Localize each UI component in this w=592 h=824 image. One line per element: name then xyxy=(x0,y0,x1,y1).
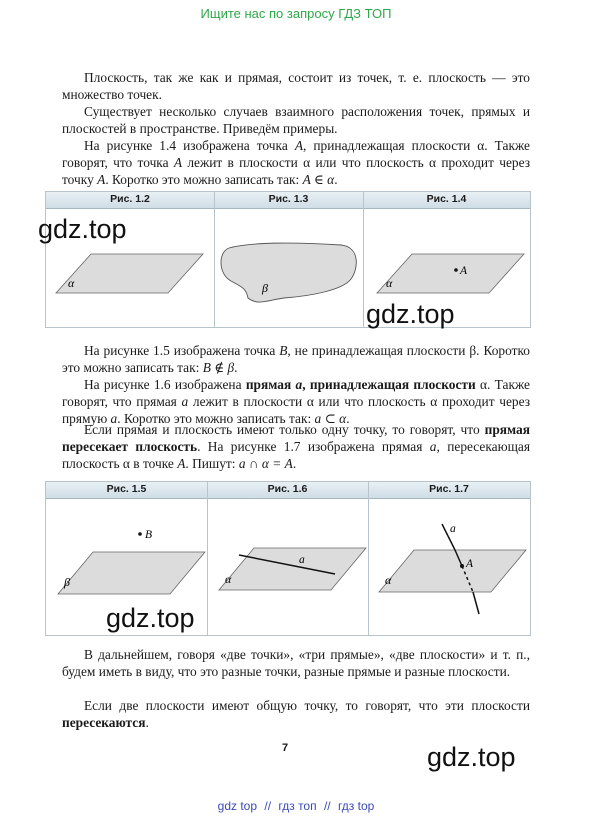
text: , пересекающая плоскость α в точке xyxy=(62,439,530,471)
label-alpha: α xyxy=(68,276,75,290)
point-B xyxy=(138,532,142,536)
text: . На рисунке 1.7 изображена прямая xyxy=(197,439,430,454)
footer-link[interactable]: gdz top xyxy=(217,799,258,813)
plane-alpha xyxy=(377,254,524,293)
var-A: A xyxy=(294,138,303,153)
var-a: a xyxy=(110,411,118,426)
watermark: gdz.top xyxy=(38,214,127,244)
text: . xyxy=(334,172,338,187)
plane-alpha xyxy=(56,254,203,293)
text: . xyxy=(292,456,297,471)
footer-separator: // xyxy=(264,799,272,813)
text: . xyxy=(234,360,238,375)
text: α. Также говорят, что прямая xyxy=(62,377,530,409)
var-a: a xyxy=(429,439,437,454)
point-A xyxy=(454,268,458,272)
var-a: a xyxy=(181,394,189,409)
bold-text: пересекаются xyxy=(62,715,146,730)
paragraph-text: Существует несколько случаев взаимного расположения точек, прямых и плоскостей в пространстве. Приведём примеры. xyxy=(62,104,530,136)
text: . Коротко это можно записать так: xyxy=(117,411,315,426)
bold-text: прямая пересекает плоскость xyxy=(62,422,530,454)
plane-beta xyxy=(58,552,205,594)
var-A: A xyxy=(97,172,106,187)
formula-a-in-alpha: A ∈ α xyxy=(302,172,335,187)
var-A: A xyxy=(173,155,183,170)
plane-alpha xyxy=(219,548,366,590)
plane-alpha xyxy=(379,550,526,592)
text: . xyxy=(346,411,350,426)
label-a: a xyxy=(450,523,456,535)
label-alpha: α xyxy=(225,572,232,586)
formula-b-not-in-beta: B ∉ β xyxy=(202,360,235,375)
paragraph-cases xyxy=(62,103,530,137)
figure-strip-top xyxy=(45,191,531,328)
bold-text: , xyxy=(302,377,310,392)
figure-caption-1-4: Рис. 1.4 xyxy=(426,193,467,205)
bold-text: принадлежащая плоскости xyxy=(309,377,476,392)
paragraph-intersecting-planes xyxy=(62,697,530,731)
text: лежит в плоскости α или что плоскость α проходит через точку xyxy=(62,155,530,187)
watermark: gdz.top xyxy=(106,603,195,633)
label-B: B xyxy=(145,529,153,541)
label-beta: β xyxy=(64,575,70,589)
text: . Коротко это можно записать так: xyxy=(105,172,303,187)
bold-text: прямая xyxy=(245,377,296,392)
formula-intersection: a ∩ α = A xyxy=(238,456,293,471)
page-number: 7 xyxy=(282,742,289,754)
formula-a-subset-alpha: a ⊂ α xyxy=(314,411,347,426)
label-a: a xyxy=(299,554,305,566)
figure-caption-1-7: Рис. 1.7 xyxy=(429,483,469,495)
text: , принадлежащая плоскости α. Также говорят, что точка xyxy=(62,138,530,170)
var-a: a xyxy=(295,377,303,392)
figure-caption-1-2: Рис. 1.2 xyxy=(110,193,150,205)
text: На рисунке 1.4 изображена точка xyxy=(84,138,295,153)
label-beta: β xyxy=(262,281,268,295)
line-a-lower xyxy=(473,592,479,614)
text: Если прямая и плоскость имеют только одну точку, то говорят, что xyxy=(84,422,485,437)
var-A: A xyxy=(177,456,186,471)
footer-link[interactable]: гдз top xyxy=(337,799,375,813)
figure-caption-1-5: Рис. 1.5 xyxy=(106,483,147,495)
label-alpha: α xyxy=(386,276,393,290)
paragraph-text: В дальнейшем, говоря «две точки», «три прямые», «две плоскости» и т. п., будем иметь в виду, что это разные точки, разные прямые и разные плоскости. xyxy=(62,647,530,679)
var-B: B xyxy=(279,343,288,358)
text: . xyxy=(145,715,149,730)
paragraph-fig-1-5 xyxy=(62,342,530,376)
figures-top-drawing xyxy=(46,192,530,327)
text: На рисунке 1.5 изображена точка xyxy=(84,343,280,358)
label-alpha: α xyxy=(385,573,392,587)
label-A: A xyxy=(466,558,474,570)
plane-beta xyxy=(221,243,356,302)
text: На рисунке 1.6 изображена xyxy=(84,377,246,392)
paragraph-fig-1-6 xyxy=(62,376,530,427)
text: Если две плоскости имеют общую точку, то говорят, что эти плоскости xyxy=(84,698,530,713)
paragraph-fig-1-4 xyxy=(62,137,530,188)
top-search-link[interactable]: Ищите нас по запросу ГДЗ ТОП xyxy=(200,6,392,21)
label-A: A xyxy=(460,265,468,277)
figure-caption-1-3: Рис. 1.3 xyxy=(268,193,309,205)
watermark: gdz.top xyxy=(366,299,455,329)
paragraph-text: Плоскость, так же как и прямая, состоит из точек, т. е. плоскость — это множество точек. xyxy=(62,70,530,102)
text: . Пишут: xyxy=(185,456,239,471)
footer-link[interactable]: гдз топ xyxy=(278,799,317,813)
paragraph-distinct-objects xyxy=(62,646,530,680)
footer-separator: // xyxy=(323,799,331,813)
point-A xyxy=(460,564,464,568)
figure-caption-1-6: Рис. 1.6 xyxy=(267,483,308,495)
paragraph-plane-definition xyxy=(62,69,530,103)
footer-links xyxy=(0,799,592,813)
text: лежит в плоскости α или что плоскость α проходит через прямую xyxy=(62,394,530,426)
watermark: gdz.top xyxy=(427,742,516,772)
text: , не принадлежащая плоскости β. Коротко это можно записать так: xyxy=(62,343,530,375)
paragraph-fig-1-7 xyxy=(62,421,530,472)
